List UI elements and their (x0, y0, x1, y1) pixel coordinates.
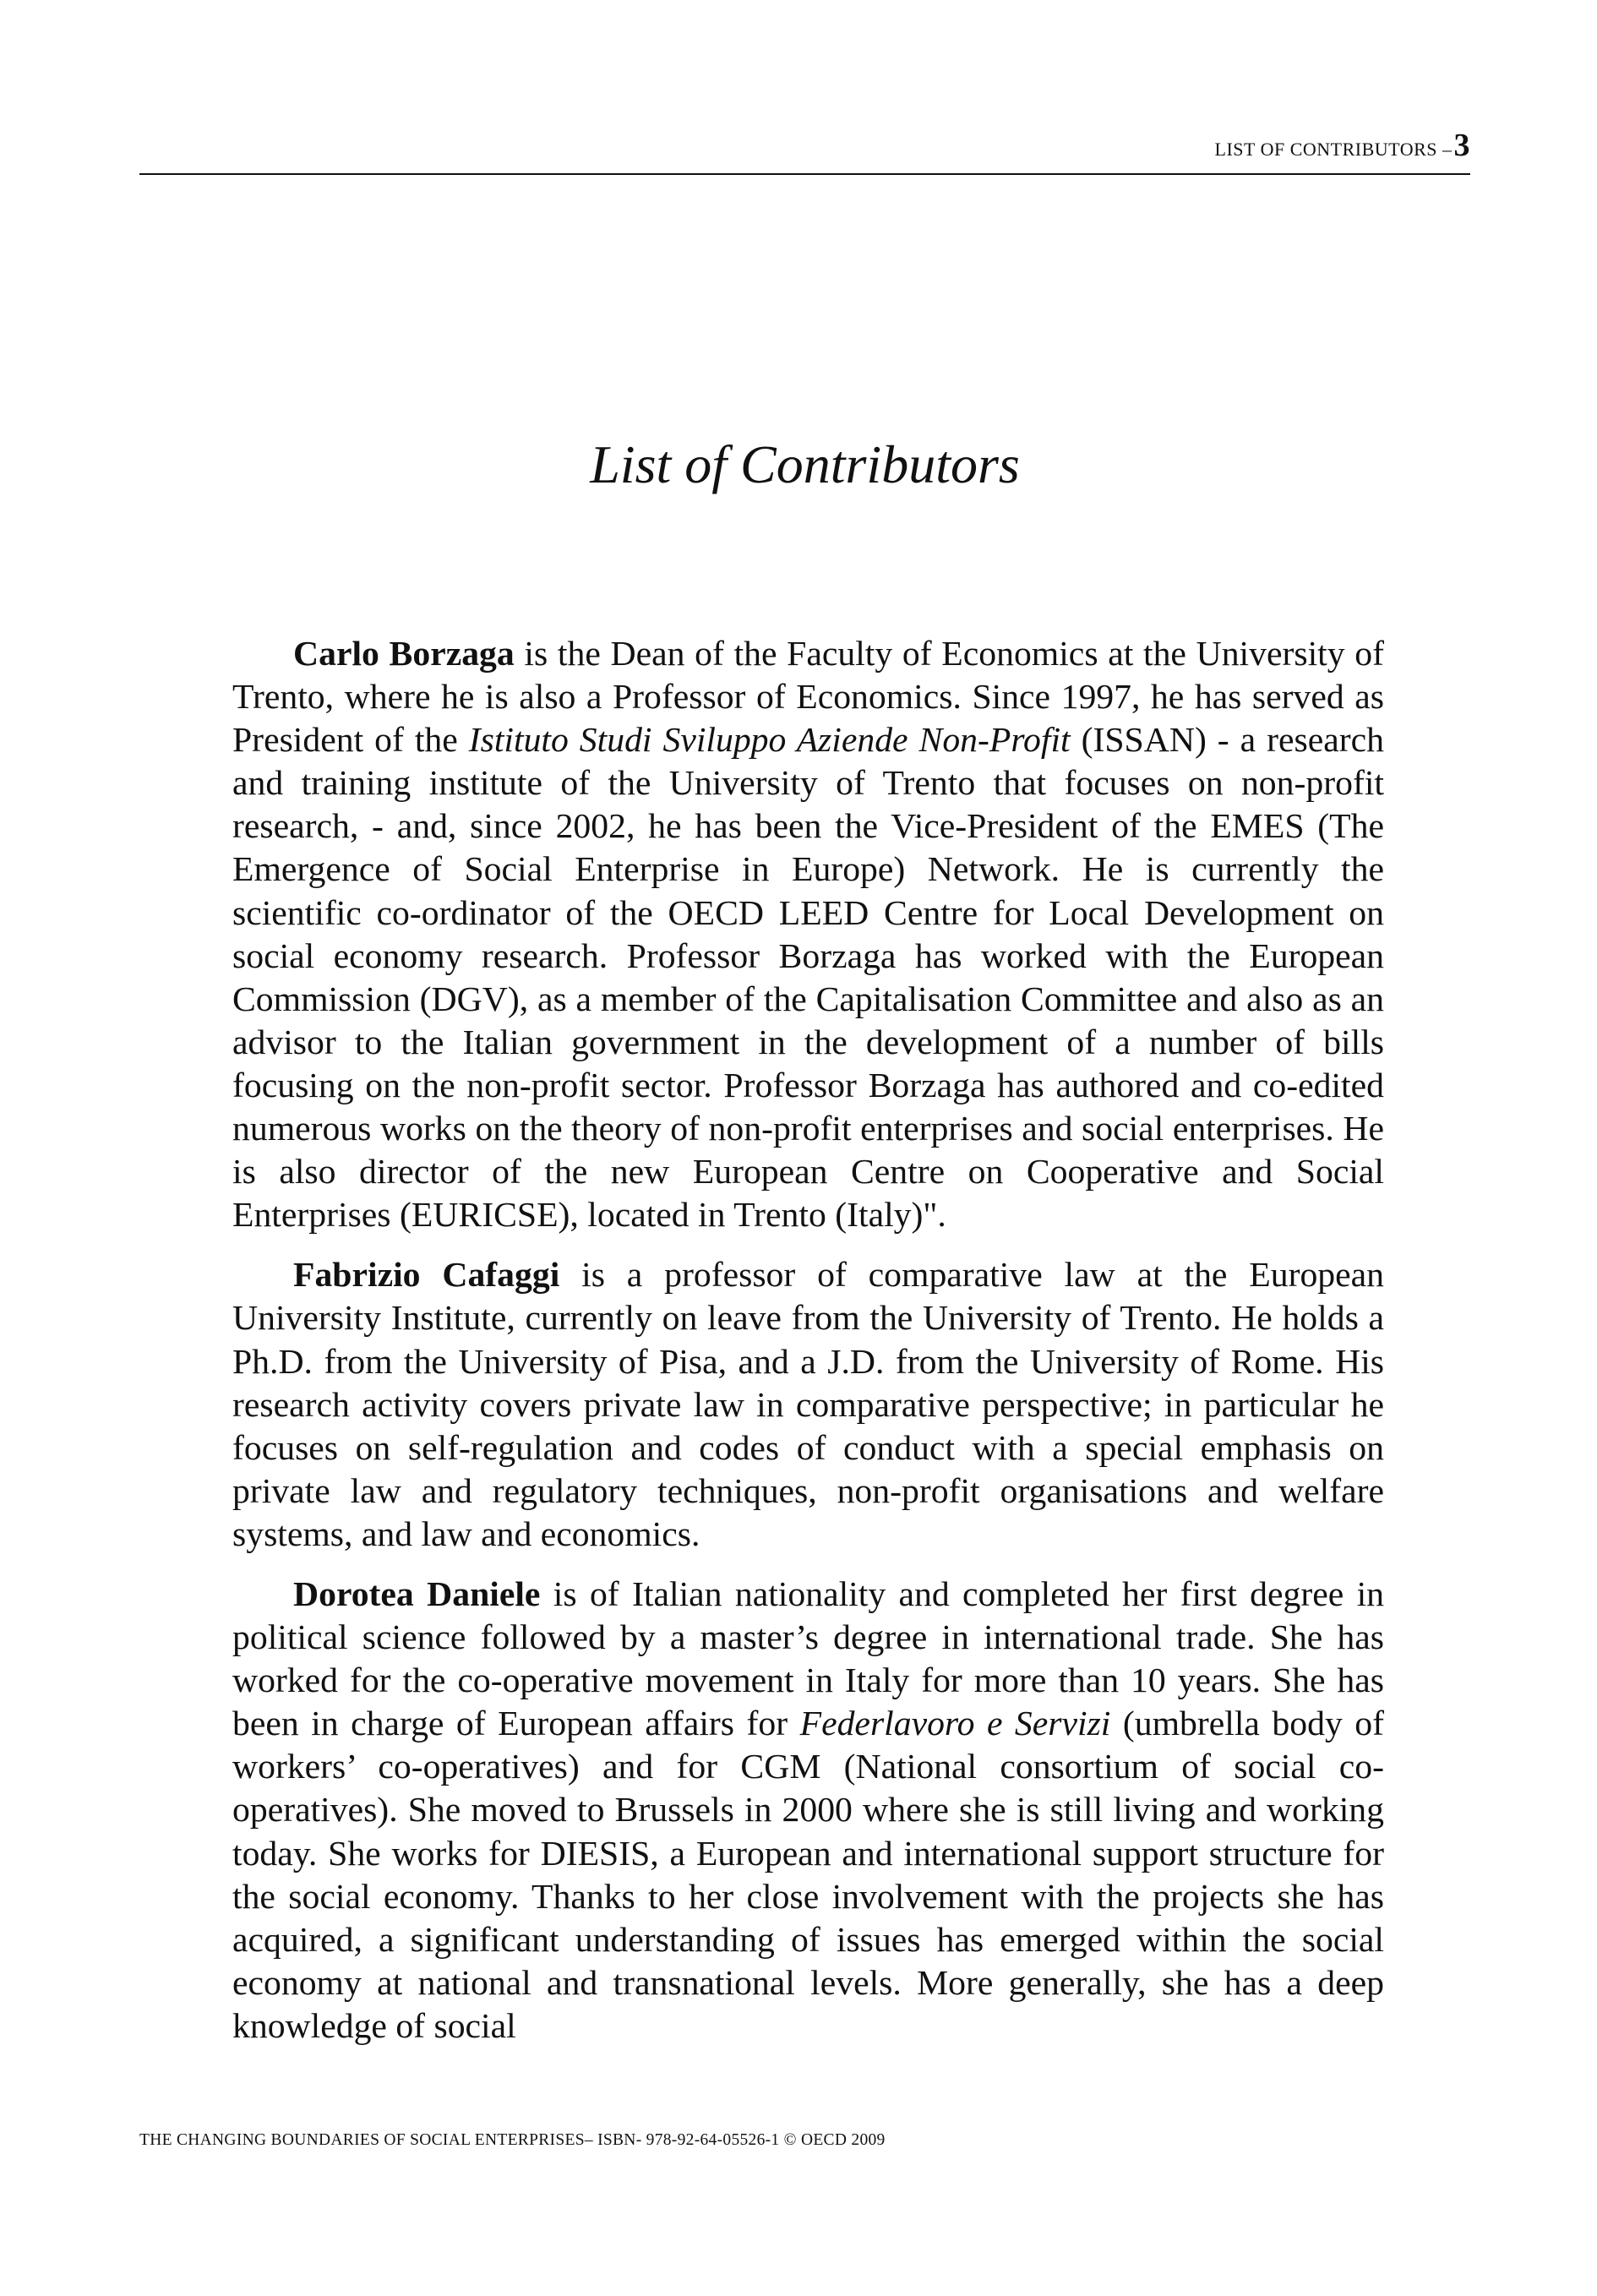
page-number: 3 (1453, 128, 1470, 163)
contributor-bio: is of Italian nationality and completed her first degree in political science followed by a master’s degree in international trade. She has worked for the co-operative movement in Italy for more than 10 years. She has been in charge of European affairs for (232, 1574, 1384, 1744)
contributor-bio: is the Dean of the Faculty of Economics at the University of Trento, where he is also a Professor of Economics. Since 1997, he has served as President of the (232, 635, 1384, 761)
contributor-entry-daniele (232, 1573, 1384, 2048)
contributor-bio-cont: (ISSAN) - a research and training institute of the University of Trento that focuses on non-profit research, - and, since 2002, he has been the Vice-President of the EMES (The Emergence of Social Enterprise in Europe) Network. He is currently the scientific co-ordinator of the OECD LEED Centre for Local Development on social economy research. Professor Borzaga has worked with the European Commission (DGV), as a member of the Capitalisation Committee and also as an advisor to the Italian government in the development of a number of bills focusing on the non-profit sector. Professor Borzaga has authored and co-edited numerous works on the theory of non-profit enterprises and social enterprises. He is also director of the new European Centre on Cooperative and Social Enterprises (EURICSE), located in Trento (Italy)". (232, 721, 1384, 1235)
contributor-name: Dorotea Daniele (293, 1574, 541, 1614)
running-title: LIST OF CONTRIBUTORS – (1214, 139, 1453, 160)
page-footer: THE CHANGING BOUNDARIES OF SOCIAL ENTERPRISES– ISBN- 978-92-64-05526-1 © OECD 2009 (139, 2131, 886, 2149)
page-title: List of Contributors (590, 434, 1020, 494)
contributor-bio: is a professor of comparative law at the European University Institute, currently on leave from the University of Trento. He holds a Ph.D. from the University of Pisa, and a J.D. from the University of Rome. His research activity covers private law in comparative perspective; in particular he focuses on self-regulation and codes of conduct with a special emphasis on private law and regulatory techniques, non-profit organisations and welfare systems, and law and economics. (232, 1256, 1384, 1554)
institute-name: Istituto Studi Sviluppo Aziende Non-Profit (468, 721, 1071, 761)
organisation-name: Federlavoro e Servizi (799, 1704, 1111, 1744)
running-header (139, 127, 1470, 164)
contributor-list (232, 633, 1384, 2065)
contributor-entry-cafaggi (232, 1254, 1384, 1557)
contributor-bio-cont: (umbrella body of workers’ co-operatives) and for CGM (National consortium of social co-operatives). She moved to Brussels in 2000 where she is still living and working today. She works for DIESIS, a European and international support structure for the social economy. Thanks to her close involvement with the projects she has acquired, a significant understanding of issues has emerged within the social economy at national and transnational levels. More generally, she has a deep knowledge of social (232, 1704, 1384, 2046)
header-rule (139, 173, 1470, 175)
contributor-entry-borzaga (232, 633, 1384, 1237)
contributor-name: Fabrizio Cafaggi (293, 1256, 560, 1295)
contributor-name: Carlo Borzaga (293, 635, 515, 674)
